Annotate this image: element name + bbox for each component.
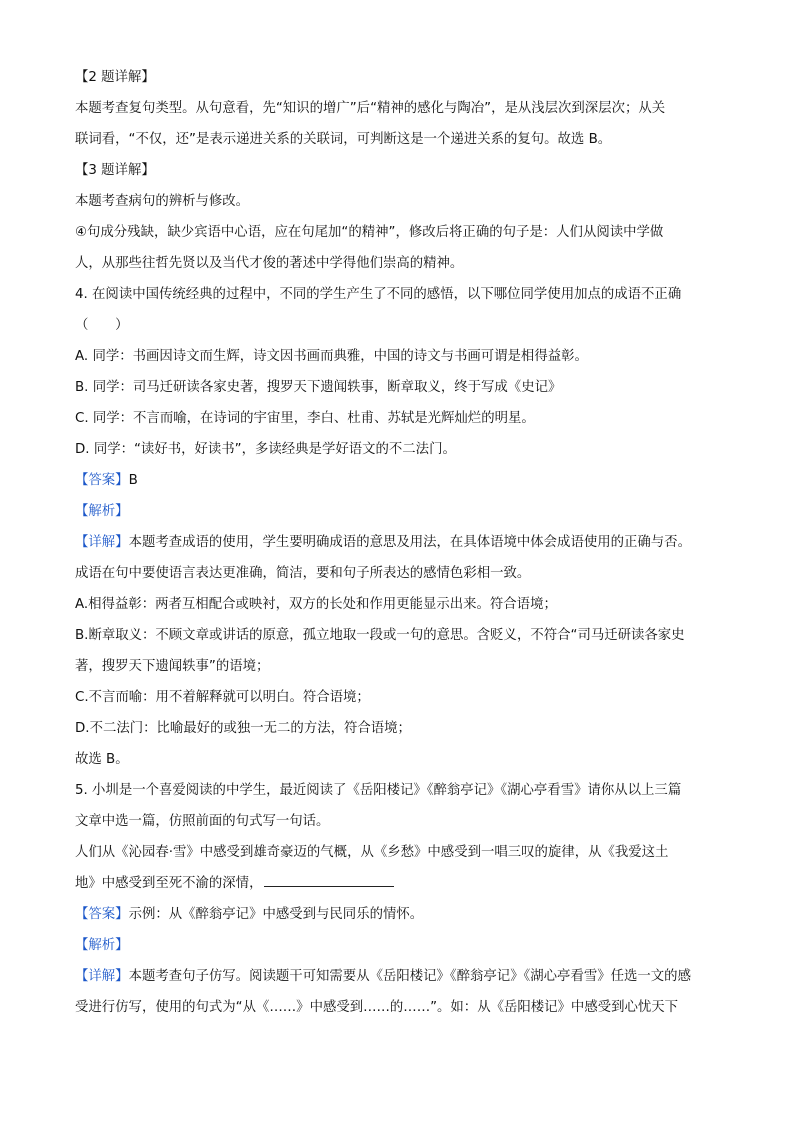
line-text: C.不言而喻：用不着解释就可以明白。符合语境；	[75, 690, 370, 705]
line-text: B. 同学：司马迁研读各家史著，搜罗天下遗闻轶事，断章取义，终于写成《史记》	[75, 380, 562, 395]
line-text: 本题考查病句的辨析与修改。	[75, 194, 250, 209]
line-text: C. 同学：不言而喻，在诗词的宇宙里，李白、杜甫、苏轼是光辉灿烂的明星。	[75, 411, 535, 426]
line-text: 4. 在阅读中国传统经典的过程中，不同的学生产生了不同的感悟，以下哪位同学使用加点的成语不正确	[75, 287, 682, 302]
section-label: 【答案】	[75, 473, 129, 488]
text-line	[75, 372, 720, 403]
line-text: 著，搜罗天下遗闻轶事”的语境；	[75, 659, 270, 674]
line-text: 联词看，“不仅，还”是表示递进关系的关联词，可判断这是一个递进关系的复句。故选 B。	[75, 132, 612, 147]
document-page	[75, 62, 720, 1023]
text-line	[75, 217, 720, 248]
line-text: 地》中感受到至死不渝的深情，	[75, 876, 263, 891]
text-line	[75, 124, 720, 155]
answer-blank	[264, 872, 394, 887]
text-line	[75, 992, 720, 1023]
line-text: A. 同学：书画因诗文而生辉，诗文因书画而典雅，中国的诗文与书画可谓是相得益彰。	[75, 349, 588, 364]
line-text: D.不二法门：比喻最好的或独一无二的方法，符合语境；	[75, 721, 411, 736]
section-label: 【解析】	[75, 504, 129, 519]
section-label: 【详解】	[75, 969, 129, 984]
line-text: 【3 题详解】	[75, 163, 155, 178]
text-line	[75, 465, 720, 496]
line-text: 本题考查成语的使用，学生要明确成语的意思及用法，在具体语境中体会成语使用的正确与否。	[128, 535, 691, 550]
text-line	[75, 155, 720, 186]
line-text: A.相得益彰：两者互相配合或映衬，双方的长处和作用更能显示出来。符合语境；	[75, 597, 557, 612]
line-text: （ ）	[75, 318, 129, 333]
line-text: 本题考查复句类型。从句意看，先“知识的增广”后“精神的感化与陶冶”，是从浅层次到深层次；从关	[75, 101, 666, 116]
text-line	[75, 868, 720, 899]
text-line	[75, 434, 720, 465]
text-line	[75, 62, 720, 93]
line-text: 示例：从《醉翁亭记》中感受到与民同乐的情怀。	[128, 907, 424, 922]
text-line	[75, 589, 720, 620]
text-line	[75, 558, 720, 589]
line-text: 成语在句中要使语言表达更准确，简洁，要和句子所表达的感情色彩相一致。	[75, 566, 531, 581]
text-line	[75, 186, 720, 217]
text-line	[75, 682, 720, 713]
line-text: ④句成分残缺，缺少宾语中心语，应在句尾加“的精神”，修改后将正确的句子是：人们从阅读中学做	[75, 225, 664, 240]
line-text: B.断章取义：不顾文章或讲话的原意，孤立地取一段或一句的意思。含贬义，不符合“司马迁研读各家史	[75, 628, 685, 643]
line-text: D. 同学：“读好书，好读书”，多读经典是学好语文的不二法门。	[75, 442, 456, 457]
section-label: 【详解】	[75, 535, 129, 550]
text-line	[75, 930, 720, 961]
section-label: 【答案】	[75, 907, 129, 922]
text-line	[75, 651, 720, 682]
text-line	[75, 961, 720, 992]
text-line	[75, 713, 720, 744]
text-line	[75, 279, 720, 310]
text-line	[75, 93, 720, 124]
text-line	[75, 341, 720, 372]
line-text: 5. 小圳是一个喜爱阅读的中学生，最近阅读了《岳阳楼记》《醉翁亭记》《湖心亭看雪》请你从以上三篇	[75, 783, 682, 798]
text-line	[75, 527, 720, 558]
text-line	[75, 806, 720, 837]
line-text: 【2 题详解】	[75, 70, 155, 85]
text-line	[75, 899, 720, 930]
line-text: 文章中选一篇，仿照前面的句式写一句话。	[75, 814, 330, 829]
text-line	[75, 248, 720, 279]
text-line	[75, 310, 720, 341]
text-line	[75, 775, 720, 806]
line-text: 人们从《沁园春·雪》中感受到雄奇豪迈的气概，从《乡愁》中感受到一唱三叹的旋律，从《我爱这土	[75, 845, 669, 860]
text-line	[75, 620, 720, 651]
text-line	[75, 403, 720, 434]
text-line	[75, 496, 720, 527]
section-label: 【解析】	[75, 938, 129, 953]
line-text: 受进行仿写，使用的句式为“从《……》中感受到……的……”。如：从《岳阳楼记》中感受到心忧天下	[75, 1000, 679, 1015]
line-text: 本题考查句子仿写。阅读题干可知需要从《岳阳楼记》《醉翁亭记》《湖心亭看雪》任选一文的感	[128, 969, 691, 984]
line-text: B	[128, 473, 138, 488]
line-text: 人，从那些往哲先贤以及当代才俊的著述中学得他们崇高的精神。	[75, 256, 464, 271]
text-line	[75, 744, 720, 775]
text-line	[75, 837, 720, 868]
line-text: 故选 B。	[75, 752, 129, 767]
